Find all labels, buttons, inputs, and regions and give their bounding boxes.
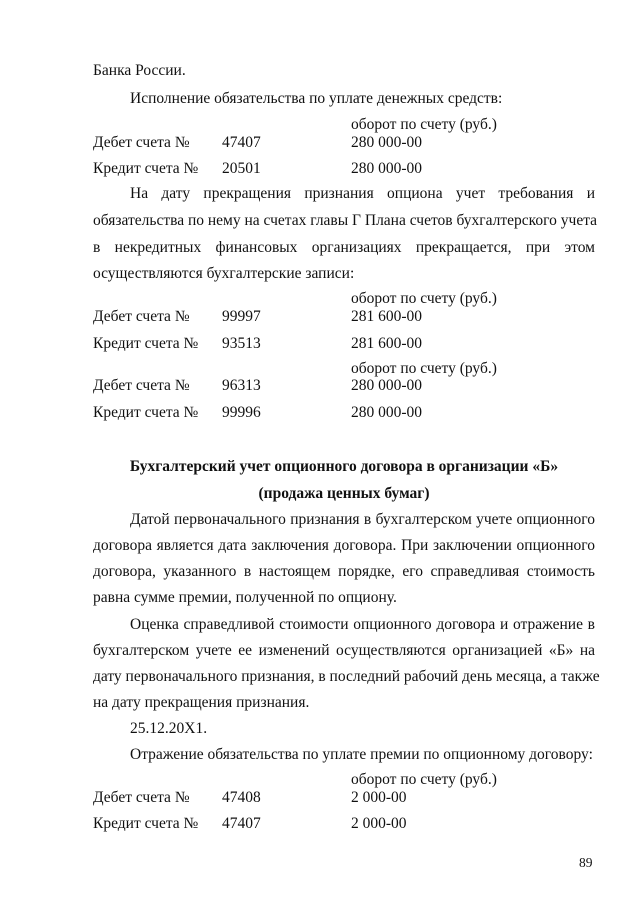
text-line: дату первоначального признания, в последний рабочий день месяца, а также [93,668,600,685]
turnover-label: оборот по счету (руб.) [351,290,497,307]
debit-amount: 280 000-00 [351,377,423,394]
debit-amount: 2 000-00 [351,789,407,806]
credit-amount: 281 600-00 [351,335,423,352]
credit-amount: 280 000-00 [351,404,423,421]
debit-label: Дебет счета № [93,308,190,325]
text-line: равна сумме премии, полученной по опциону. [93,589,397,606]
debit-account: 47408 [222,789,261,806]
page-number: 89 [579,855,593,870]
credit-amount: 2 000-00 [351,815,407,832]
section-heading: Бухгалтерский учет опционного договора в организации «Б» [129,458,559,475]
text-line: договора, указанного в настоящем порядке, его справедливая стоимость [93,563,595,580]
turnover-label: оборот по счету (руб.) [351,360,497,377]
debit-label: Дебет счета № [93,134,190,151]
section-subheading: (продажа ценных бумаг) [258,485,430,502]
text-line: Исполнение обязательства по уплате денежных средств: [130,90,503,107]
text-line: договора является дата заключения договора. При заключении опционного [93,537,595,554]
text-line: Отражение обязательства по уплате премии по опционному договору: [130,746,593,763]
credit-account: 47407 [222,815,261,832]
text-line: На дату прекращения признания опциона учет требования и [130,185,595,202]
text-line: на дату прекращения признания. [93,694,310,711]
debit-label: Дебет счета № [93,377,190,394]
text-line: обязательства по нему на счетах главы Г Плана счетов бухгалтерского учета [93,212,598,229]
text-line: Оценка справедливой стоимости опционного договора и отражение в [130,616,595,633]
date-line: 25.12.20Х1. [130,720,208,737]
turnover-label: оборот по счету (руб.) [351,771,497,788]
credit-amount: 280 000-00 [351,160,423,177]
debit-account: 96313 [222,377,261,394]
text-line: Датой первоначального признания в бухгалтерском учете опционного [130,511,595,528]
debit-account: 99997 [222,308,261,325]
debit-account: 47407 [222,134,261,151]
credit-account: 99996 [222,404,261,421]
credit-label: Кредит счета № [93,160,199,177]
text-line: осуществляются бухгалтерские записи: [93,265,355,282]
credit-account: 20501 [222,160,261,177]
turnover-label: оборот по счету (руб.) [351,116,497,133]
debit-amount: 281 600-00 [351,308,423,325]
text-line: Банка России. [93,62,186,79]
debit-label: Дебет счета № [93,789,190,806]
text-line: бухгалтерском учете ее изменений осуществляются организацией «Б» на [93,642,595,659]
credit-label: Кредит счета № [93,404,199,421]
credit-label: Кредит счета № [93,815,199,832]
text-line: в некредитных финансовых организациях прекращается, при этом [93,239,595,256]
debit-amount: 280 000-00 [351,134,423,151]
credit-label: Кредит счета № [93,335,199,352]
credit-account: 93513 [222,335,261,352]
